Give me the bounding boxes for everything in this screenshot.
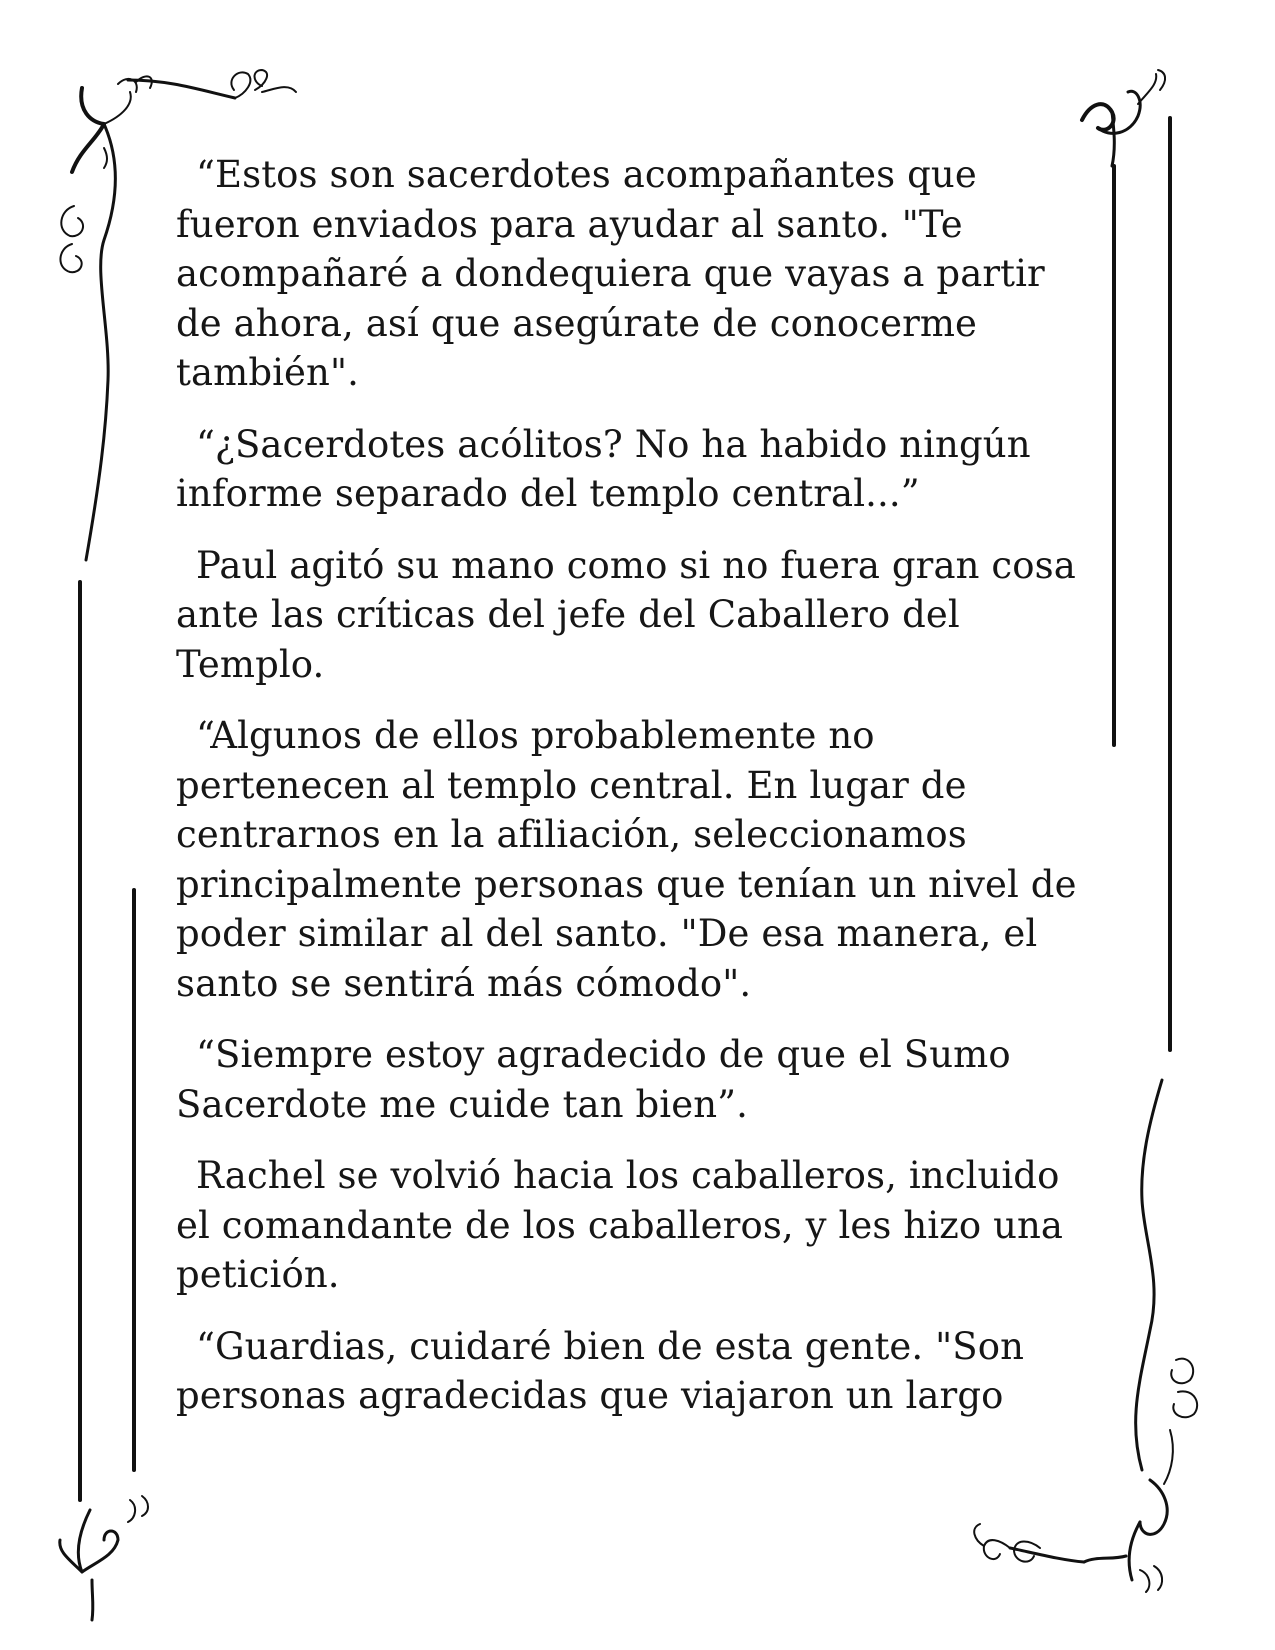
- paragraph-1: “Estos son sacerdotes acompañantes que fueron enviados para ayudar al santo. "Te acompañaré a dondequiera que vayas a partir de ahora, así que asegúrate de conocerme también".: [176, 153, 1045, 394]
- paragraph-6: Rachel se volvió hacia los caballeros, incluido el comandante de los caballeros, y les hizo una petición.: [176, 1154, 1064, 1296]
- paragraph-4: “Algunos de ellos probablemente no pertenecen al templo central. En lugar de centrarnos en la afiliación, seleccionamos principalmente personas que tenían un nivel de poder similar al del santo. "De esa manera, el santo se sentirá más cómodo".: [176, 714, 1077, 1005]
- text-block: [176, 150, 1116, 1443]
- paragraph-7: “Guardias, cuidaré bien de esta gente. "Son personas agradecidas que viajaron un largo: [176, 1324, 1025, 1417]
- bottom-left-flourish-icon: [60, 1496, 148, 1620]
- paragraph-5: “Siempre estoy agradecido de que el Sumo Sacerdote me cuide tan bien”.: [176, 1033, 1011, 1126]
- paragraph-3: Paul agitó su mano como si no fuera gran cosa ante las críticas del jefe del Caballero del Templo.: [176, 543, 1076, 686]
- paragraph-2: “¿Sacerdotes acólitos? No ha habido ningún informe separado del templo central...”: [176, 422, 1031, 515]
